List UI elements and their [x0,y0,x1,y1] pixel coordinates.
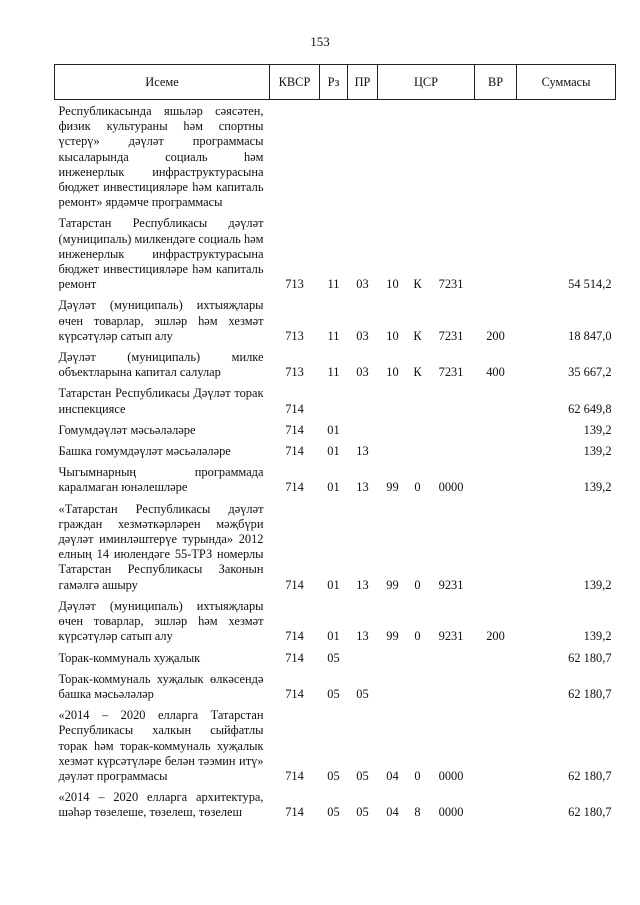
cell-pr [348,419,378,440]
cell-csr2 [408,382,428,418]
cell-vr [475,461,517,497]
header-sum: Суммасы [517,65,616,100]
cell-csr1: 99 [386,480,399,495]
cell-pr: 05 [356,805,369,820]
cell-vr [475,668,517,704]
cell-csr2 [408,419,428,440]
cell-rz: 11 [327,328,340,343]
cell-csr1: 04 [386,805,399,820]
table-row [55,212,616,294]
cell-kvsr: 714 [285,768,304,783]
cell-csr1 [378,419,408,440]
cell-csr2 [408,668,428,704]
cell-kvsr: 714 [285,650,304,665]
table-row [55,595,616,647]
cell-name: Татарстан Республикасы Дәүләт торак инспекциясе [58,386,264,416]
cell-csr1 [378,382,408,418]
cell-csr3 [428,440,475,461]
header-pr: ПР [348,65,378,100]
cell-sum: 62 180,7 [568,805,612,820]
cell-csr3: 0000 [438,480,464,495]
cell-csr2: 0 [414,629,421,644]
cell-sum: 18 847,0 [568,328,612,343]
cell-csr1 [378,647,408,668]
cell-vr [475,212,517,294]
cell-name: Башка гомумдәүләт мәсьәләләре [58,444,231,459]
cell-sum: 139,2 [583,577,612,592]
cell-sum: 62 180,7 [568,686,612,701]
table-header [55,65,616,100]
cell-csr3 [428,647,475,668]
cell-csr3 [428,382,475,418]
cell-sum: 62 180,7 [568,768,612,783]
cell-kvsr: 714 [285,480,304,495]
cell-sum: 139,2 [583,444,612,459]
cell-csr2 [408,100,428,213]
cell-name: «Татарстан Республикасы дәүләт граждан хезмәткәрләрен мәҗбүри дәүләт иминләштерүе турында» 2012 елның 14 июлендәге 55-ТРЗ номерлы Татарстан Республикасы Законын гамәлгә ашыру [58,501,264,592]
cell-rz: 01 [327,422,340,437]
cell-kvsr: 714 [285,629,304,644]
cell-vr [475,647,517,668]
cell-kvsr: 713 [285,328,304,343]
cell-csr1 [378,100,408,213]
cell-rz: 05 [327,768,340,783]
table-row [55,647,616,668]
cell-name: Торак-коммуналь хуҗалык өлкәсендә башка мәсьәләләр [58,671,264,701]
cell-csr1 [378,440,408,461]
cell-pr [348,100,378,213]
cell-vr [475,382,517,418]
cell-csr2: К [413,328,422,343]
cell-pr [348,647,378,668]
cell-pr [348,382,378,418]
cell-csr3: 7231 [438,328,464,343]
cell-vr [475,498,517,595]
table-row [55,498,616,595]
cell-pr: 03 [356,365,369,380]
cell-kvsr [270,100,320,213]
table-row [55,382,616,418]
cell-csr2 [408,440,428,461]
cell-name: Дәүләт (муниципаль) ихтыяҗлары өчен товарлар, эшләр һәм хезмәт күрсәтүләр сатып алу [58,598,264,644]
table-body [55,100,616,823]
cell-name: «2014 – 2020 елларга архитектура, шәһәр төзелеше, төзелеш, төзелеш [58,790,264,820]
cell-csr2: К [413,277,422,292]
cell-csr1: 10 [386,328,399,343]
cell-sum: 54 514,2 [568,277,612,292]
cell-name: Гомумдәүләт мәсьәләләре [58,422,196,437]
cell-kvsr: 714 [285,401,304,416]
cell-csr1: 04 [386,768,399,783]
page-number: 153 [310,34,330,49]
header-vr: ВР [475,65,517,100]
cell-kvsr: 714 [285,422,304,437]
cell-pr: 03 [356,277,369,292]
cell-kvsr: 713 [285,277,304,292]
cell-pr: 13 [356,444,369,459]
cell-csr2: К [413,365,422,380]
cell-rz: 11 [327,365,340,380]
cell-rz: 01 [327,480,340,495]
cell-sum [517,100,616,213]
cell-name: Татарстан Республикасы дәүләт (муниципаль) милкендәге социаль һәм инженерлык инфраструктурасына бюджет инвестицияләре һәм капиталь ремонт [58,216,264,292]
table-row [55,704,616,786]
cell-vr [475,419,517,440]
cell-csr3: 9231 [438,629,464,644]
cell-name: Чыгымнарның программада каралмаган юнәлешләре [58,465,264,495]
cell-csr1 [378,668,408,704]
cell-kvsr: 714 [285,686,304,701]
header-rz: Рз [320,65,348,100]
cell-rz: 01 [327,629,340,644]
cell-rz: 05 [327,805,340,820]
cell-csr3: 7231 [438,277,464,292]
cell-name: Дәүләт (муниципаль) ихтыяҗлары өчен товарлар, эшләр һәм хезмәт күрсәтүләр сатып алу [58,298,264,343]
cell-pr: 03 [356,328,369,343]
cell-rz [320,382,348,418]
cell-csr3: 7231 [438,365,464,380]
cell-name: Республикасында яшьләр сәясәтен, физик культураны һәм спортны үстерү» дәүләт программасы кысаларында социаль һәм инженерлык инфраструктурасына бюджет инвестицияләре һәм капиталь ремонт» ярдәмче программасы [58,104,264,210]
cell-kvsr: 713 [285,365,304,380]
cell-csr1: 10 [386,277,399,292]
cell-rz: 01 [327,577,340,592]
cell-csr3 [428,419,475,440]
cell-csr2: 0 [414,768,421,783]
cell-csr2: 0 [414,480,421,495]
cell-vr: 200 [486,629,505,644]
cell-rz [320,100,348,213]
cell-kvsr: 714 [285,577,304,592]
table-row [55,668,616,704]
cell-sum: 35 667,2 [568,365,612,380]
table-row [55,346,616,382]
cell-sum: 139,2 [583,629,612,644]
header-csr: ЦСР [378,65,475,100]
cell-csr3: 0000 [438,768,464,783]
cell-pr: 13 [356,629,369,644]
cell-csr3 [428,668,475,704]
cell-rz: 05 [327,686,340,701]
cell-sum: 139,2 [583,480,612,495]
table-row [55,786,616,822]
header-kvsr: КВСР [270,65,320,100]
cell-kvsr: 714 [285,805,304,820]
table-row [55,440,616,461]
cell-csr1: 99 [386,629,399,644]
cell-csr3: 0000 [438,805,464,820]
cell-vr: 200 [486,328,505,343]
cell-vr [475,100,517,213]
cell-sum: 139,2 [583,422,612,437]
cell-csr2: 0 [414,577,421,592]
header-name: Исеме [55,65,270,100]
table-row [55,419,616,440]
cell-csr1: 99 [386,577,399,592]
cell-rz: 05 [327,650,340,665]
cell-vr: 400 [486,365,505,380]
cell-name: Дәүләт (муниципаль) милке объектларына капитал салулар [58,350,264,380]
cell-vr [475,786,517,822]
cell-csr2 [408,647,428,668]
cell-csr3 [428,100,475,213]
cell-sum: 62 180,7 [568,650,612,665]
cell-kvsr: 714 [285,444,304,459]
cell-rz: 11 [327,277,340,292]
cell-vr [475,704,517,786]
cell-csr1: 10 [386,365,399,380]
cell-sum: 62 649,8 [568,401,612,416]
cell-csr3: 9231 [438,577,464,592]
cell-name: «2014 – 2020 елларга Татарстан Республикасы халкын сыйфатлы торак һәм торак-коммуналь хуҗалык хезмәт күрсәтүләре белән тәэмин итү» дәүләт программасы [58,708,264,783]
cell-pr: 05 [356,768,369,783]
table-row [55,100,616,213]
table-row [55,461,616,497]
cell-name: Торак-коммуналь хуҗалык [58,650,201,665]
cell-csr2: 8 [414,805,421,820]
cell-pr: 13 [356,577,369,592]
cell-pr: 13 [356,480,369,495]
cell-pr: 05 [356,686,369,701]
table-row [55,294,616,346]
cell-vr [475,440,517,461]
cell-rz: 01 [327,444,340,459]
budget-table [54,64,616,823]
